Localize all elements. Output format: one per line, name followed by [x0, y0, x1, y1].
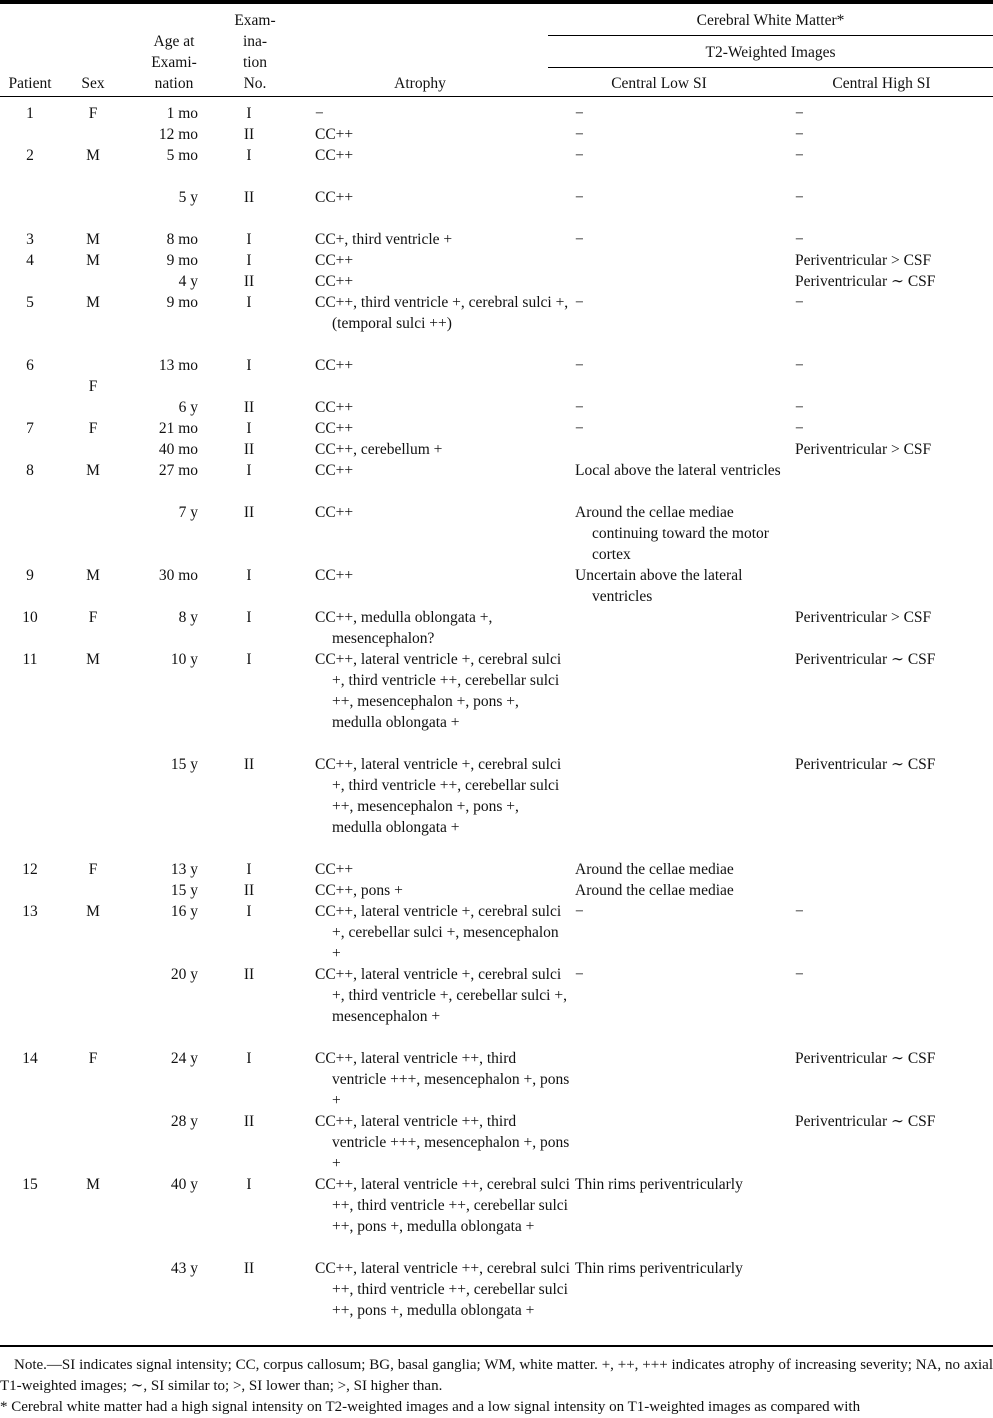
cell-sex: F [88, 378, 98, 395]
cell-patient: 6 [26, 357, 34, 374]
cell-age: 12 mo [158, 126, 198, 143]
cell-high: Periventricular ∼ CSF [795, 1113, 936, 1130]
header-age: Age at Exami- nation [151, 33, 197, 92]
cell-age: 20 y [170, 966, 198, 983]
cell-atrophy: CC++, medulla oblongata +, mesencephalon? [315, 609, 493, 647]
cell-low: − [575, 189, 584, 206]
cell-atrophy: CC++ [315, 462, 354, 479]
cell-patient: 14 [22, 1050, 38, 1067]
cell-age: 4 y [178, 273, 198, 290]
cell-sex: F [88, 861, 98, 878]
cell-low: Around the cellae mediae [575, 861, 734, 878]
cell-sex: M [86, 147, 100, 164]
cell-atrophy: CC++, lateral ventricle ++, cerebral sulci ++, third ventricle ++, cerebellar sulci ++, pons +, medulla oblongata + [315, 1260, 570, 1319]
cell-exam: I [246, 420, 252, 437]
header-patient: Patient [8, 75, 52, 92]
cell-high: − [795, 126, 804, 143]
cell-high: − [795, 231, 804, 248]
cell-high: − [795, 903, 804, 920]
cell-low: − [575, 126, 584, 143]
cell-sex: M [86, 567, 100, 584]
cell-patient: 4 [26, 252, 34, 269]
cell-exam: I [246, 294, 252, 311]
cell-atrophy: CC+, third ventricle + [315, 231, 453, 248]
cell-high: − [795, 105, 804, 122]
cell-atrophy: CC++ [315, 252, 354, 269]
cell-age: 8 mo [166, 231, 198, 248]
cell-exam: I [246, 462, 252, 479]
header-rule-cwm [548, 35, 993, 36]
cell-exam: I [246, 861, 252, 878]
cell-atrophy: CC++, lateral ventricle +, cerebral sulci +, cerebellar sulci +, mesencephalon + [315, 903, 562, 962]
cell-atrophy: CC++ [315, 147, 354, 164]
cell-exam: II [243, 189, 255, 206]
cell-atrophy: CC++, lateral ventricle +, cerebral sulci +, third ventricle ++, cerebellar sulci ++, mesencephalon +, pons +, medulla oblongata + [315, 756, 562, 836]
cell-exam: I [246, 252, 252, 269]
cell-exam: I [246, 609, 252, 626]
cell-exam: II [243, 1113, 255, 1130]
cell-age: 40 y [170, 1176, 198, 1193]
cell-age: 1 mo [166, 105, 198, 122]
cell-sex: M [86, 462, 100, 479]
cell-high: − [795, 294, 804, 311]
cell-age: 5 y [178, 189, 198, 206]
cell-exam: II [243, 399, 255, 416]
cell-exam: II [243, 441, 255, 458]
cell-low: Uncertain above the lateral ventricles [575, 567, 743, 605]
cell-high: − [795, 399, 804, 416]
cell-age: 9 mo [166, 294, 198, 311]
cell-low: − [575, 294, 584, 311]
cell-high: − [795, 420, 804, 437]
cell-age: 6 y [178, 399, 198, 416]
cell-atrophy: CC++ [315, 567, 354, 584]
cell-high: − [795, 147, 804, 164]
cell-atrophy: CC++ [315, 861, 354, 878]
cell-patient: 8 [26, 462, 34, 479]
cell-high: − [795, 189, 804, 206]
cell-patient: 7 [26, 420, 34, 437]
cell-sex: M [86, 903, 100, 920]
cell-patient: 13 [22, 903, 38, 920]
cell-patient: 12 [22, 861, 38, 878]
cell-age: 13 y [170, 861, 198, 878]
cell-atrophy: CC++ [315, 357, 354, 374]
cell-low: − [575, 399, 584, 416]
cell-age: 8 y [178, 609, 198, 626]
header-sex: Sex [81, 75, 105, 92]
cell-age: 15 y [170, 882, 198, 899]
cell-age: 5 mo [166, 147, 198, 164]
cell-exam: I [246, 357, 252, 374]
cell-exam: II [243, 273, 255, 290]
cell-patient: 3 [26, 231, 34, 248]
cell-low: Thin rims periventricularly [575, 1260, 743, 1277]
cell-exam: II [243, 966, 255, 983]
cell-atrophy: CC++ [315, 273, 354, 290]
cell-sex: F [88, 1050, 98, 1067]
cell-age: 24 y [170, 1050, 198, 1067]
cell-patient: 9 [26, 567, 34, 584]
cell-atrophy: CC++ [315, 504, 354, 521]
cell-age: 7 y [178, 504, 198, 521]
cell-patient: 2 [26, 147, 34, 164]
cell-high: Periventricular > CSF [795, 609, 932, 626]
cell-age: 30 mo [158, 567, 198, 584]
header-rule-t2 [548, 67, 993, 68]
cell-low: − [575, 147, 584, 164]
cell-age: 15 y [170, 756, 198, 773]
cell-low: − [575, 903, 584, 920]
cell-low: Thin rims periventricularly [575, 1176, 743, 1193]
cell-low: − [575, 966, 584, 983]
cell-atrophy: CC++, lateral ventricle +, cerebral sulci +, third ventricle ++, cerebellar sulci ++, mesencephalon +, pons +, medulla oblongata + [315, 651, 562, 731]
cell-exam: II [243, 126, 255, 143]
table-top-rule [0, 0, 993, 4]
cell-atrophy: CC++, lateral ventricle ++, cerebral sulci ++, third ventricle ++, cerebellar sulci ++, pons +, medulla oblongata + [315, 1176, 570, 1235]
cell-atrophy: CC++, lateral ventricle +, cerebral sulci +, third ventricle +, cerebellar sulci +, mesencephalon + [315, 966, 567, 1025]
cell-exam: I [246, 567, 252, 584]
cell-low: − [575, 231, 584, 248]
cell-atrophy: CC++ [315, 189, 354, 206]
cell-patient: 11 [22, 651, 38, 668]
table-bottom-rule [0, 1345, 993, 1347]
cell-exam: I [246, 651, 252, 668]
cell-atrophy: CC++ [315, 126, 354, 143]
cell-atrophy: CC++, lateral ventricle ++, third ventricle +++, mesencephalon +, pons + [315, 1113, 570, 1172]
cell-exam: II [243, 756, 255, 773]
cell-exam: II [243, 504, 255, 521]
cell-atrophy: CC++ [315, 399, 354, 416]
cell-sex: M [86, 252, 100, 269]
cell-high: Periventricular > CSF [795, 252, 932, 269]
cell-low: − [575, 357, 584, 374]
cell-exam: I [246, 1176, 252, 1193]
cell-exam: I [246, 903, 252, 920]
cell-atrophy: − [315, 105, 324, 122]
table-note [0, 1355, 993, 1397]
cell-high: Periventricular ∼ CSF [795, 651, 936, 668]
cell-exam: II [243, 882, 255, 899]
cell-sex: M [86, 1176, 100, 1193]
cell-sex: F [88, 105, 98, 122]
cell-exam: I [246, 1050, 252, 1067]
cell-atrophy: CC++ [315, 420, 354, 437]
cell-high: − [795, 357, 804, 374]
cell-atrophy: CC++, pons + [315, 882, 403, 899]
cell-high: Periventricular ∼ CSF [795, 756, 936, 773]
cell-patient: 10 [22, 609, 38, 626]
cell-sex: M [86, 651, 100, 668]
header-bottom-rule [0, 96, 993, 97]
cell-age: 13 mo [158, 357, 198, 374]
table-footnote [0, 1397, 993, 1418]
cell-sex: M [86, 294, 100, 311]
cell-low: − [575, 105, 584, 122]
cell-exam: I [246, 105, 252, 122]
cell-patient: 1 [26, 105, 34, 122]
cell-high: Periventricular ∼ CSF [795, 273, 936, 290]
cell-sex: F [88, 609, 98, 626]
header-atrophy: Atrophy [394, 75, 446, 92]
cell-high: Periventricular ∼ CSF [795, 1050, 936, 1067]
cell-exam: I [246, 231, 252, 248]
header-central-low-si: Central Low SI [611, 75, 707, 92]
cell-atrophy: CC++, cerebellum + [315, 441, 443, 458]
cell-exam: I [246, 147, 252, 164]
header-t2: T2-Weighted Images [705, 44, 836, 61]
cell-age: 10 y [170, 651, 198, 668]
cell-age: 27 mo [158, 462, 198, 479]
cell-atrophy: CC++, third ventricle +, cerebral sulci +, (temporal sulci ++) [315, 294, 569, 332]
cell-exam: II [243, 1260, 255, 1277]
cell-age: 40 mo [158, 441, 198, 458]
cell-sex: M [86, 231, 100, 248]
header-cerebral-white-matter: Cerebral White Matter* [696, 12, 845, 29]
cell-high: − [795, 966, 804, 983]
table-note-text: Note.—SI indicates signal intensity; CC, corpus callosum; BG, basal ganglia; WM, white matter. +, ++, +++ indicates atrophy of increasing severity; NA, no axial T1-weighted images; ∼, SI similar to; >, SI lower than; >, SI higher than. [0, 1357, 993, 1394]
cell-low: Around the cellae mediae [575, 882, 734, 899]
cell-patient: 5 [26, 294, 34, 311]
header-central-high-si: Central High SI [832, 75, 931, 92]
cell-low: Around the cellae mediae continuing toward the motor cortex [575, 504, 769, 563]
cell-age: 9 mo [166, 252, 198, 269]
cell-low: − [575, 420, 584, 437]
cell-sex: F [88, 420, 98, 437]
cell-age: 43 y [170, 1260, 198, 1277]
cell-age: 16 y [170, 903, 198, 920]
table-footnote-text: * Cerebral white matter had a high signal intensity on T2-weighted images and a low signal intensity on T1-weighted images as compared with [0, 1399, 861, 1415]
cell-atrophy: CC++, lateral ventricle ++, third ventricle +++, mesencephalon +, pons + [315, 1050, 570, 1109]
header-exam: Exam- ina- tion No. [234, 12, 276, 92]
cell-age: 21 mo [158, 420, 198, 437]
cell-high: Periventricular > CSF [795, 441, 932, 458]
cell-low: Local above the lateral ventricles [575, 462, 781, 479]
cell-age: 28 y [170, 1113, 198, 1130]
cell-patient: 15 [22, 1176, 38, 1193]
